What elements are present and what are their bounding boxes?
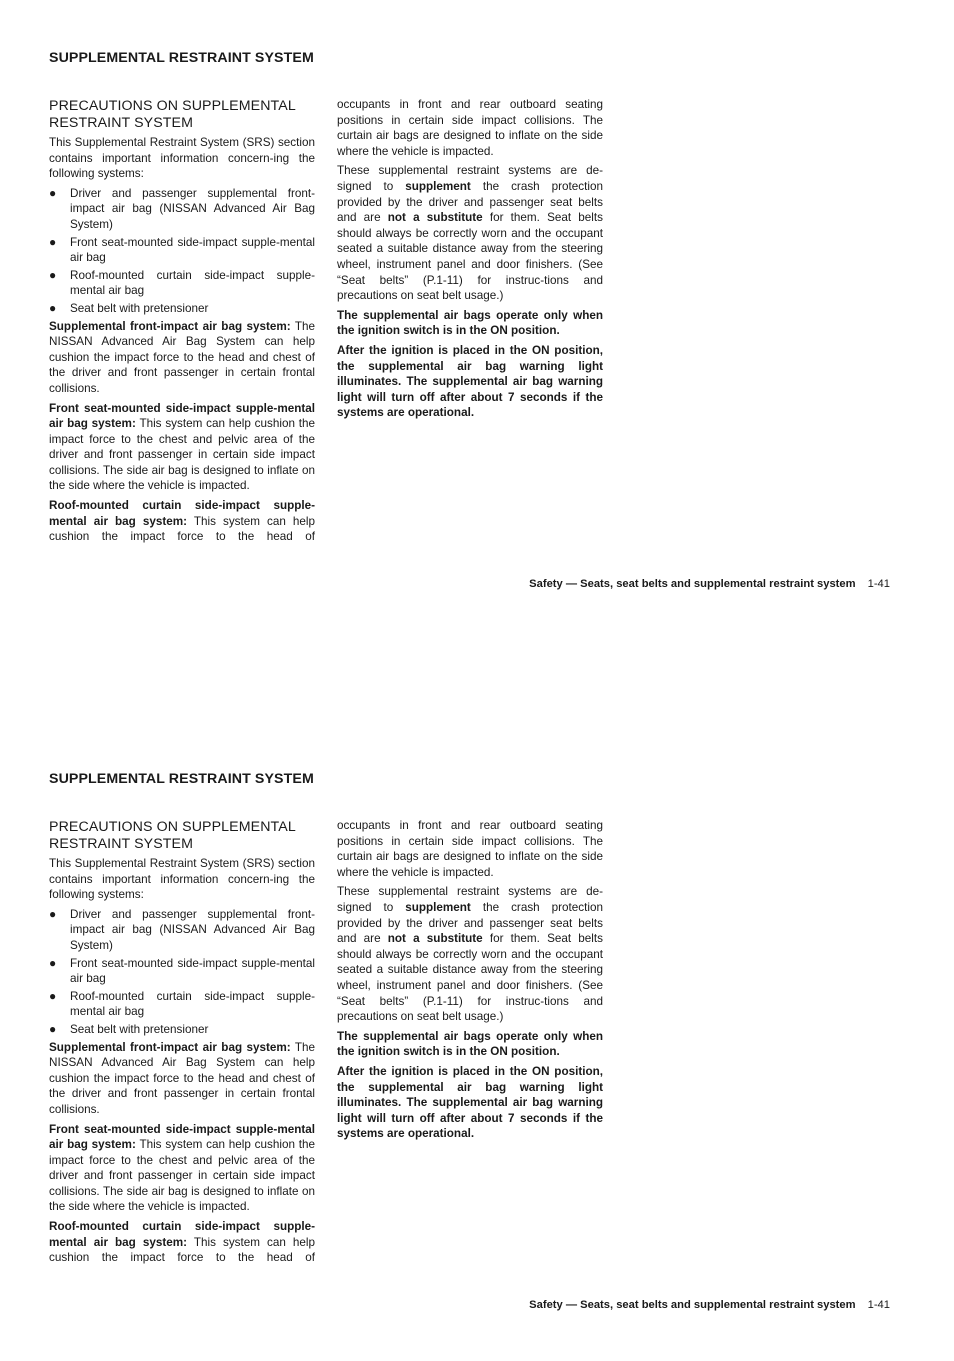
supplement-paragraph: These supplemental restraint systems are de-signed to supplement the crash protection provided by the driver and passenger seat belts and are not a substitute for them. Seat belts should always be correctly worn and the occupant seated a suitable distance away from the steering wheel, instrument panel and door finishers. (See “Seat belts” (P.1-11) for instruc-tions and precautions on seat belt usage.) xyxy=(337,164,603,303)
list-item: ● Roof-mounted curtain side-impact supple-mental air bag xyxy=(49,267,315,298)
list-item: ● Front seat-mounted side-impact supple-mental air bag xyxy=(49,234,315,265)
front-impact-paragraph: Supplemental front-impact air bag system: The NISSAN Advanced Air Bag System can help cushion the impact force to the head and chest of the driver and front passenger in certain frontal collisions. xyxy=(49,1040,315,1116)
bullet-icon: ● xyxy=(49,906,57,921)
warning-light: After the ignition is placed in the ON position, the supplemental air bag warning light illuminates. The supplemental air bag warning light will turn off after about 7 seconds if the systems are operational. xyxy=(337,1064,603,1141)
page-number: 1-41 xyxy=(867,578,890,590)
page-footer xyxy=(529,578,890,590)
curtain-continued: occupants in front and rear outboard seating positions in certain side impact collisions. The curtain air bags are designed to inflate on the side where the vehicle is impacted. xyxy=(337,98,603,158)
bullet-icon: ● xyxy=(49,234,57,249)
list-item: ● Driver and passenger supplemental front-impact air bag (NISSAN Advanced Air Bag System) xyxy=(49,906,315,952)
bullet-icon: ● xyxy=(49,988,57,1003)
intro-paragraph: This Supplemental Restraint System (SRS) section contains important information concern-ing the following systems: xyxy=(49,857,315,902)
intro-paragraph: This Supplemental Restraint System (SRS) section contains important information concern-ing the following systems: xyxy=(49,136,315,181)
warning-ignition: The supplemental air bags operate only when the ignition switch is in the ON position. xyxy=(337,308,603,338)
page-number: 1-41 xyxy=(867,1299,890,1311)
page-top xyxy=(0,0,954,640)
footer-title: Safety — Seats, seat belts and supplemental restraint system xyxy=(529,578,856,590)
section-title: SUPPLEMENTAL RESTRAINT SYSTEM xyxy=(49,771,314,787)
warning-ignition: The supplemental air bags operate only when the ignition switch is in the ON position. xyxy=(337,1029,603,1059)
bullet-icon: ● xyxy=(49,1021,57,1036)
left-column xyxy=(49,98,315,549)
bullet-icon: ● xyxy=(49,955,57,970)
side-impact-label: Front seat-mounted side-impact supple-mental air bag system: xyxy=(49,401,315,431)
bullet-icon: ● xyxy=(49,267,57,282)
page-footer xyxy=(529,1299,890,1311)
bullet-icon: ● xyxy=(49,185,57,200)
list-item: ● Front seat-mounted side-impact supple-mental air bag xyxy=(49,955,315,986)
page-bottom xyxy=(0,721,954,1361)
right-column xyxy=(337,97,603,425)
list-item: ● Seat belt with pretensioner xyxy=(49,300,209,315)
left-column xyxy=(49,819,315,1270)
systems-list xyxy=(49,186,315,317)
front-impact-paragraph: Supplemental front-impact air bag system: The NISSAN Advanced Air Bag System can help cushion the impact force to the head and chest of the driver and front passenger in certain frontal collisions. xyxy=(49,319,315,395)
curtain-continued: occupants in front and rear outboard seating positions in certain side impact collisions. The curtain air bags are designed to inflate on the side where the vehicle is impacted. xyxy=(337,819,603,879)
side-impact-paragraph: Front seat-mounted side-impact supple-mental air bag system: This system can help cushion the impact force to the chest and pelvic area of the driver and front passenger in certain side impact collisions. The side air bag is designed to inflate on the side where the vehicle is impacted. xyxy=(49,1122,315,1214)
bullet-icon: ● xyxy=(49,300,57,315)
curtain-paragraph: Roof-mounted curtain side-impact supple-mental air bag system: This system can help cushion the impact force to the head of xyxy=(49,1220,315,1265)
curtain-label: Roof-mounted curtain side-impact supple-mental air bag system: xyxy=(49,1220,315,1249)
footer-title: Safety — Seats, seat belts and supplemental restraint system xyxy=(529,1299,856,1311)
side-impact-paragraph: Front seat-mounted side-impact supple-mental air bag system: This system can help cushion the impact force to the chest and pelvic area of the driver and front passenger in certain side impact collisions. The side air bag is designed to inflate on the side where the vehicle is impacted. xyxy=(49,401,315,493)
subheading: PRECAUTIONS ON SUPPLEMENTAL RESTRAINT SYSTEM xyxy=(49,819,296,852)
list-item: ● Roof-mounted curtain side-impact supple-mental air bag xyxy=(49,988,315,1019)
systems-list xyxy=(49,907,315,1038)
curtain-paragraph: Roof-mounted curtain side-impact supple-mental air bag system: This system can help cushion the impact force to the head of xyxy=(49,499,315,544)
section-title: SUPPLEMENTAL RESTRAINT SYSTEM xyxy=(49,50,314,66)
side-impact-label: Front seat-mounted side-impact supple-mental air bag system: xyxy=(49,1122,315,1152)
supplement-paragraph: These supplemental restraint systems are de-signed to supplement the crash protection provided by the driver and passenger seat belts and are not a substitute for them. Seat belts should always be correctly worn and the occupant seated a suitable distance away from the steering wheel, instrument panel and door finishers. (See “Seat belts” (P.1-11) for instruc-tions and precautions on seat belt usage.) xyxy=(337,885,603,1024)
list-item: ● Driver and passenger supplemental front-impact air bag (NISSAN Advanced Air Bag System) xyxy=(49,185,315,231)
right-column xyxy=(337,818,603,1146)
curtain-label: Roof-mounted curtain side-impact supple-mental air bag system: xyxy=(49,499,315,528)
front-impact-label: Supplemental front-impact air bag system: xyxy=(49,1040,291,1054)
warning-light: After the ignition is placed in the ON position, the supplemental air bag warning light illuminates. The supplemental air bag warning light will turn off after about 7 seconds if the systems are operational. xyxy=(337,343,603,420)
front-impact-label: Supplemental front-impact air bag system: xyxy=(49,319,291,333)
list-item: ● Seat belt with pretensioner xyxy=(49,1021,209,1036)
subheading: PRECAUTIONS ON SUPPLEMENTAL RESTRAINT SYSTEM xyxy=(49,98,296,131)
